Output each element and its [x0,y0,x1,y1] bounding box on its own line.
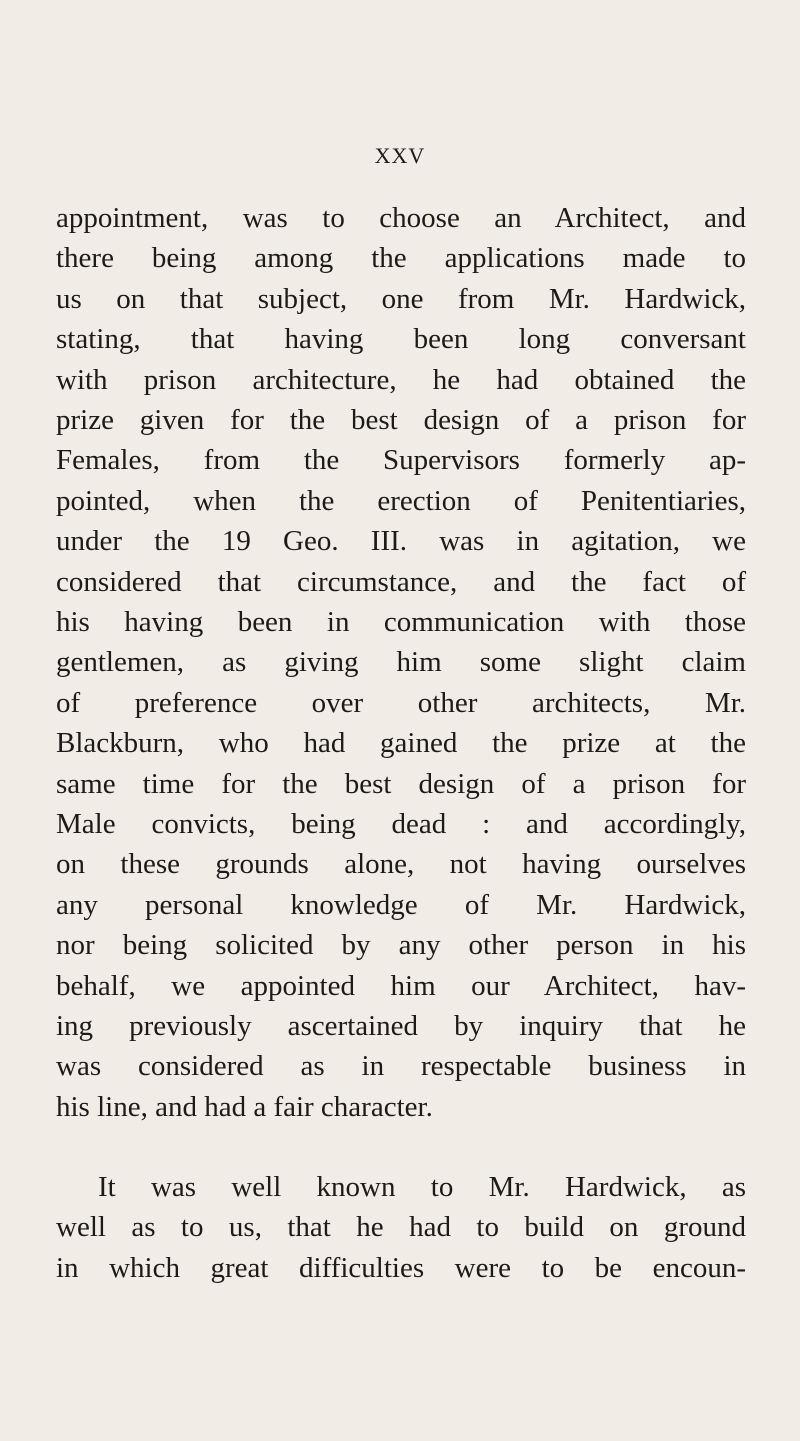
text-line: considered that circumstance, and the fact of [56,566,746,598]
page-number: XXV [374,143,426,168]
text-line: us on that subject, one from Mr. Hardwick, [56,283,746,315]
text-line: there being among the applications made to [56,242,746,274]
text-line: well as to us, that he had to build on ground [56,1211,746,1243]
text-line: his having been in communication with those [56,606,746,638]
text-line: nor being solicited by any other person in his [56,929,746,961]
text-line: pointed, when the erection of Penitentiaries, [56,485,746,517]
text-line: behalf, we appointed him our Architect, hav- [56,970,746,1002]
text-line: prize given for the best design of a prison for [56,404,746,436]
text-line: same time for the best design of a prison for [56,768,746,800]
text-line: Male convicts, being dead : and accordingly, [56,808,746,840]
text-line: It was well known to Mr. Hardwick, as [98,1171,746,1203]
text-line: Females, from the Supervisors formerly ap- [56,444,746,476]
text-line: any personal knowledge of Mr. Hardwick, [56,889,746,921]
text-line: his line, and had a fair character. [56,1091,433,1123]
text-line: with prison architecture, he had obtained the [56,364,746,396]
text-line: was considered as in respectable business in [56,1050,746,1082]
text-line: Blackburn, who had gained the prize at the [56,727,746,759]
text-line: gentlemen, as giving him some slight claim [56,646,746,678]
text-line: appointment, was to choose an Architect, and [56,202,746,234]
text-line: stating, that having been long conversant [56,323,746,355]
text-line: in which great difficulties were to be encoun- [56,1252,746,1284]
text-line: under the 19 Geo. III. was in agitation, we [56,525,746,557]
text-line: ing previously ascertained by inquiry that he [56,1010,746,1042]
text-line: of preference over other architects, Mr. [56,687,746,719]
text-line: on these grounds alone, not having ourselves [56,848,746,880]
